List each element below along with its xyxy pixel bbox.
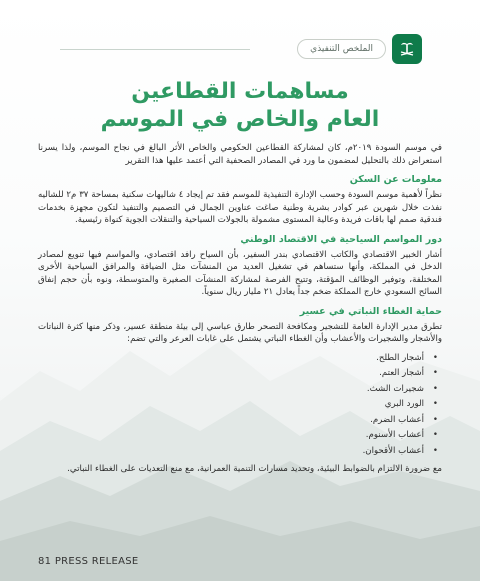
vegetation-closing: مع ضرورة الالتزام بالضوابط البيئية، وتحديد مسارات التنمية العمرانية، مع منع التعديات على الغطاء النباتي. xyxy=(67,464,442,474)
section-badge: الملخص التنفيذي xyxy=(297,39,386,59)
list-item: • أعشاب الأقحوان. xyxy=(38,444,424,460)
vegetation-paragraph: تطرق مدير الإدارة العامة للتشجير ومكافحة التصحر طارق عباسي إلى بيئة منطقة عسير، وذكر منها كثرة النباتات والأشجار والشجيرات والأعشاب وأن الغطاء النباتي يشتمل على غابات العرعر والتي تضم: xyxy=(38,321,442,344)
saudi-emblem-logo xyxy=(392,34,422,64)
economy-paragraph: أشار الخبير الاقتصادي والكاتب الاقتصادي بندر السفير، بأن السياح رافد اقتصادي، والمواسم فيها تنويع لمصادر الدخل في المملكة، وأنها ستساهم في تشغيل العديد من المنشآت مثل الضيافة والمرافق السياحية الأخرى المختلفة، وتوفير الوظائف المؤقتة، وتتيح الفرصة لمشاركة المنشآت الصغيرة والمتوسطة، ونوه بأن حجم إنفاق السائح السعودي خارج المملكة ضخم جداً يعادل ٢١ مليار ريال سنوياً. xyxy=(38,249,442,297)
vegetation-heading: حماية الغطاء النباتي في عسير xyxy=(299,305,442,317)
title-line-2: العام والخاص في الموسم xyxy=(100,107,380,132)
list-item: • أعشاب الضرم. xyxy=(38,413,424,429)
plant-list xyxy=(38,351,442,460)
economy-heading: دور المواسم السياحية في الاقتصاد الوطني xyxy=(240,233,442,245)
intro-paragraph: في موسم السودة ٢٠١٩م، كان لمشاركة القطاعين الحكومي والخاص الأثر البالغ في نجاح الموسم، ولذا يسرنا استعراض ذلك بالتحليل لمضمون ما ورد في المصادر الصحفية التي أعتمد عليها هذا التقرير xyxy=(38,143,442,166)
list-item: • أعشاب الأسنوم. xyxy=(38,428,424,444)
page-title xyxy=(60,78,420,134)
housing-heading: معلومات عن السكن xyxy=(349,174,442,185)
title-line-1: مساهمات القطاعين xyxy=(131,79,349,104)
header-divider xyxy=(60,49,250,50)
page-footer xyxy=(38,556,155,567)
housing-paragraph: نظراً لأهمية موسم السودة وحسب الإدارة التنفيذية للموسم فقد تم إيجاد ٤ شاليهات سكنية بمساحة ٣٧ م٢ للشاليه نفذت خلال شهرين عبر كوادر بشرية وطنية صاغت عناوين الجمال في التصميم والتنفيذ لتكون مجهزة بخدمات فندقية صمم لها باقات فريدة وعالية المستوى مشمولة بالجولات السياحية والتنقلات الجوية كنواة رئيسية. xyxy=(38,190,443,225)
palm-emblem-icon xyxy=(397,39,417,59)
article-body xyxy=(38,142,442,481)
list-item: • أشجار العتم. xyxy=(38,366,424,382)
page-number: 81 xyxy=(38,556,52,567)
list-item: • الورد البري xyxy=(38,397,424,413)
list-item: • أشجار الطلح. xyxy=(38,351,424,367)
section-header xyxy=(297,34,422,64)
list-item: • شجيرات الشث. xyxy=(38,382,424,398)
footer-label: PRESS RELEASE xyxy=(54,556,139,567)
